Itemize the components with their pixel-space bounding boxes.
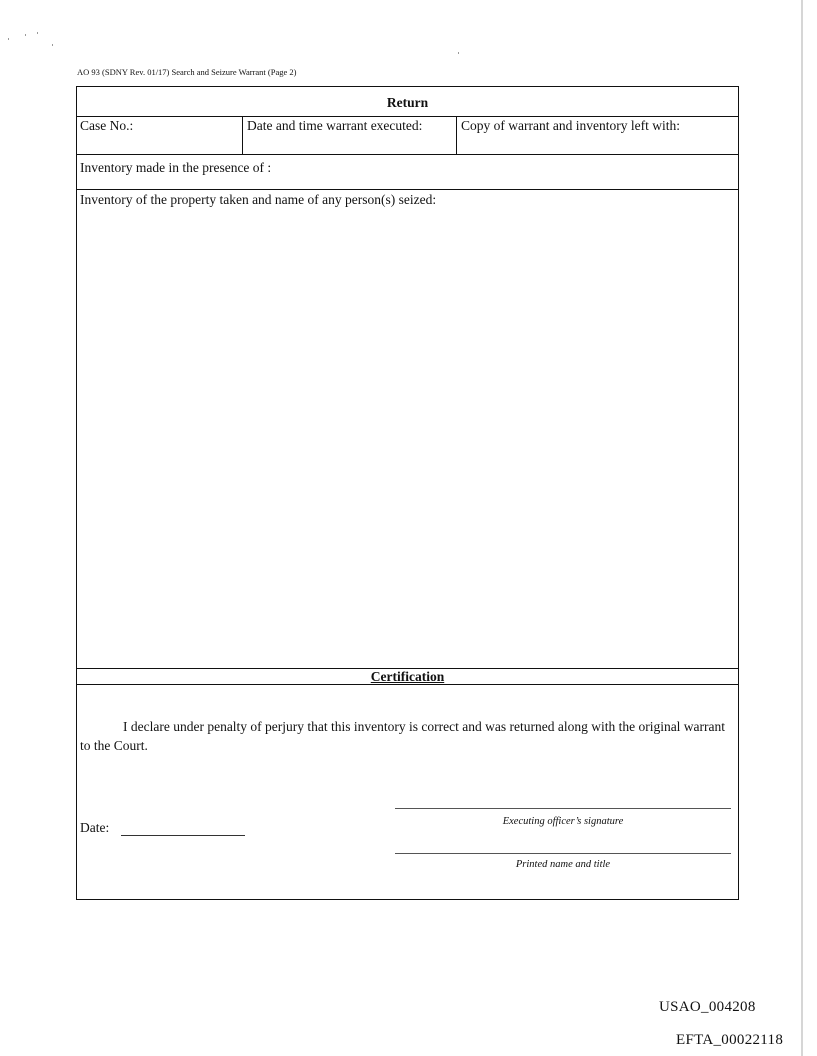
case-no-field[interactable]: Case No.: xyxy=(80,118,134,133)
divider xyxy=(77,189,738,190)
certification-declaration: I declare under penalty of perjury that this inventory is correct and was returned along with the original warrant to the Court. xyxy=(80,719,726,753)
officer-signature-caption: Executing officer’s signature xyxy=(502,816,624,827)
inventory-property-field[interactable]: Inventory of the property taken and name of any person(s) seized: xyxy=(80,192,437,207)
scan-speck xyxy=(8,38,9,40)
bates-efta-number: EFTA_00022118 xyxy=(676,1032,784,1048)
scan-speck xyxy=(37,32,38,34)
divider xyxy=(242,116,243,154)
return-title: Return xyxy=(386,95,429,110)
officer-signature-line[interactable] xyxy=(395,808,731,809)
date-input-line[interactable] xyxy=(121,835,245,836)
date-label: Date: xyxy=(80,820,110,835)
form-identifier: AO 93 (SDNY Rev. 01/17) Search and Seizure Warrant (Page 2) xyxy=(77,67,297,77)
scan-speck xyxy=(458,52,459,54)
divider xyxy=(77,684,738,685)
printed-name-caption: Printed name and title xyxy=(515,859,611,870)
divider xyxy=(77,154,738,155)
page-edge-shadow xyxy=(801,0,803,1056)
printed-name-line[interactable] xyxy=(395,853,731,854)
inventory-presence-field[interactable]: Inventory made in the presence of : xyxy=(80,160,272,175)
copy-left-with-field[interactable]: Copy of warrant and inventory left with: xyxy=(461,118,680,133)
certification-title-text: Certification xyxy=(370,669,445,684)
warrant-return-form xyxy=(76,86,739,900)
certification-title xyxy=(77,669,738,685)
divider xyxy=(456,116,457,154)
scan-speck xyxy=(52,44,53,46)
date-time-executed-field[interactable]: Date and time warrant executed: xyxy=(247,118,423,133)
bates-usao-number: USAO_004208 xyxy=(659,999,756,1015)
scan-speck xyxy=(25,34,26,36)
divider xyxy=(77,116,738,117)
